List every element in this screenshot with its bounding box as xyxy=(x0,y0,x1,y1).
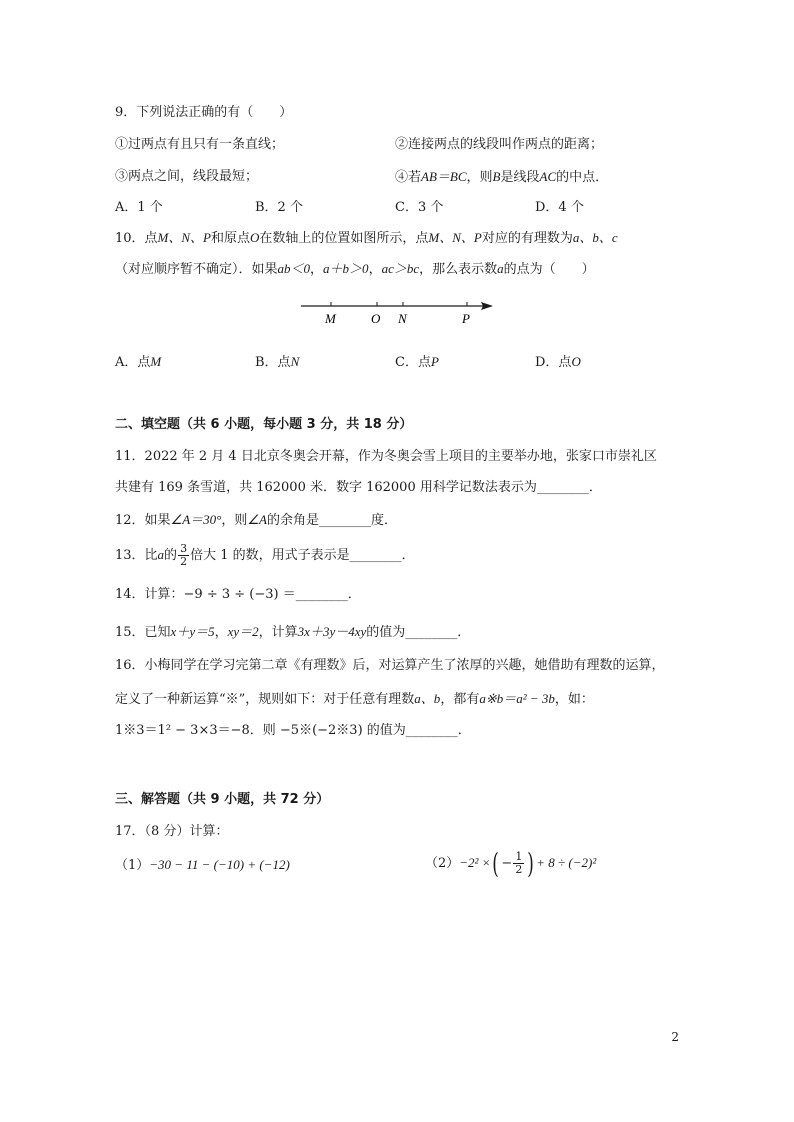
q16-line-2 xyxy=(115,690,594,709)
q10-opt-d-var: O xyxy=(571,354,581,369)
q10-opt-a-prefix: A．点 xyxy=(115,355,151,370)
q17-p2-a: −2² × xyxy=(459,855,491,870)
q17-p2-lparen: ( xyxy=(492,846,500,880)
q9-s4-end: 的中点． xyxy=(556,170,609,185)
q16-l2-b: ，都有 xyxy=(440,692,480,707)
section-3-title: 三、解答题（共 9 小题，共 72 分） xyxy=(115,792,330,807)
q17-p2-fraction xyxy=(513,851,524,876)
q10-l1-abc: a、b、c xyxy=(572,230,618,245)
q12-mid: ，则 xyxy=(221,513,248,528)
q10-line-2 xyxy=(115,260,595,279)
number-line-diagram xyxy=(295,296,505,328)
q10-l1-a: 10．点 xyxy=(115,231,158,246)
q10-opt-c-prefix: C．点 xyxy=(395,355,431,370)
q16-line-1: 16．小梅同学在学习完第二章《有理数》后，对运算产生了浓厚的兴趣，她借助有理数的运算， xyxy=(115,658,665,673)
q10-l2-var: a xyxy=(497,261,504,276)
q10-option-a xyxy=(115,353,161,372)
q12-angle: ∠A＝30° xyxy=(170,512,222,527)
q9-s4-pre: ④若 xyxy=(395,170,422,185)
q13 xyxy=(115,540,415,571)
q10-opt-a-var: M xyxy=(150,354,162,369)
q10-opt-b-var: N xyxy=(290,354,300,369)
q17-p1-expr: −30 − 11 − (−10) + (−12) xyxy=(149,857,290,872)
q10-l2-b: ，那么表示数 xyxy=(419,262,498,277)
q9-s4-mid2: 是线段 xyxy=(500,170,540,185)
q9-s4-b: B xyxy=(492,169,501,184)
q15-pre: 15．已知 xyxy=(115,625,171,640)
q9-statement-1: ①过两点有且只有一条直线； xyxy=(115,137,285,152)
q10-option-b xyxy=(255,353,299,372)
q13-frac-den: 2 xyxy=(180,555,188,568)
q9-s4-mid: ，则 xyxy=(466,170,493,185)
q13-frac-num: 3 xyxy=(180,542,188,555)
q17-p2-label: （2） xyxy=(425,856,460,871)
q17-part-1 xyxy=(115,856,290,875)
q10-l2-a: （对应顺序暂不确定）．如果 xyxy=(115,262,278,277)
q10-opt-d-prefix: D．点 xyxy=(535,355,572,370)
label-m: M xyxy=(325,311,336,326)
q17-part-2 xyxy=(425,846,596,881)
q17-p2-b: + 8 ÷ (−2)² xyxy=(536,855,597,870)
section-2-title: 二、填空题（共 6 小题，每小题 3 分，共 18 分） xyxy=(115,417,413,432)
q10-l2-c: 的点为（ ） xyxy=(503,262,595,277)
q12-pre: 12．如果 xyxy=(115,513,171,528)
q10-option-d xyxy=(535,353,581,372)
q10-cond-1: ab＜0 xyxy=(277,261,311,276)
q16-l2-def: a※b＝a² − 3b xyxy=(479,691,555,706)
q10-l1-d: 对应的有理数为 xyxy=(481,231,573,246)
q9-option-d: D．4 个 xyxy=(535,200,584,215)
page-number: 2 xyxy=(671,1030,679,1044)
q13-fraction xyxy=(178,543,189,568)
q10-l1-o: O xyxy=(250,230,260,245)
q15-mid: ，计算 xyxy=(258,625,298,640)
q10-l1-mnp2: M、N、P xyxy=(428,230,482,245)
q14: 14．计算：−9 ÷ 3 ÷ (−3) ＝________． xyxy=(115,587,361,602)
q10-cond-3: ac＞bc xyxy=(381,261,420,276)
label-n: N xyxy=(398,311,407,326)
q9-statement-3: ③两点之间，线段最短； xyxy=(115,169,259,184)
q15 xyxy=(115,623,470,642)
q10-opt-b-prefix: B．点 xyxy=(255,355,291,370)
q15-expr: 3x＋3y－4xy xyxy=(297,624,367,639)
q10-line-1 xyxy=(115,229,618,248)
q9-stem: 9．下列说法正确的有（ ） xyxy=(115,105,293,120)
q13-var: a xyxy=(157,547,165,562)
q15-eq2: xy＝2 xyxy=(227,624,259,639)
q9-statement-2: ②连接两点的线段叫作两点的距离； xyxy=(395,137,604,152)
q13-mid: 的 xyxy=(164,548,178,563)
q13-end: 倍大 1 的数，用式子表示是________． xyxy=(190,548,415,563)
q17-p2-rparen: ) xyxy=(527,846,535,880)
q10-l1-mnp: M、N、P xyxy=(157,230,211,245)
q10-l1-b: 和原点 xyxy=(211,231,251,246)
q10-sep-1: ， xyxy=(310,262,324,277)
q17-p1-label: （1） xyxy=(115,858,150,873)
q9-statement-4 xyxy=(395,168,608,187)
q17-p2-neg: − xyxy=(501,856,513,871)
label-o: O xyxy=(371,311,381,326)
q16-l2-c: ，如： xyxy=(554,692,594,707)
q16-line-3: 1※3＝1² − 3×3＝−8．则 −5※(−2※3) 的值为________． xyxy=(115,723,471,738)
q9-s4-ac: AC xyxy=(539,169,557,184)
q10-opt-c-var: P xyxy=(430,354,439,369)
q9-option-c: C．3 个 xyxy=(395,200,444,215)
q15-sep: ， xyxy=(214,625,228,640)
q13-pre: 13．比 xyxy=(115,548,158,563)
q10-l1-c: 在数轴上的位置如图所示，点 xyxy=(259,231,429,246)
q12-end: 的余角是________度． xyxy=(266,513,397,528)
q17-p2-frac-num: 1 xyxy=(515,850,523,863)
q12-angle2: ∠A xyxy=(247,512,267,527)
q11-line-1: 11．2022 年 2 月 4 日北京冬奥会开幕，作为冬奥会雪上项目的主要举办地，张家口市崇礼区 xyxy=(115,449,657,464)
q15-eq1: x＋y＝5 xyxy=(170,624,215,639)
q15-end: 的值为________． xyxy=(366,625,471,640)
q9-option-a: A．1 个 xyxy=(115,200,163,215)
q17-stem: 17．（8 分）计算： xyxy=(115,824,229,839)
q12 xyxy=(115,511,397,530)
q16-l2-ab: a、b xyxy=(414,691,441,706)
q9-option-b: B．2 个 xyxy=(255,200,303,215)
q10-sep-2: ， xyxy=(368,262,382,277)
q10-option-c xyxy=(395,353,439,372)
q17-p2-frac-den: 2 xyxy=(515,863,523,876)
q16-l2-a: 定义了一种新运算“※”，规则如下：对于任意有理数 xyxy=(115,692,415,707)
q11-line-2: 共建有 169 条雪道，共 162000 米．数字 162000 用科学记数法表示为________． xyxy=(115,480,602,495)
q10-cond-2: a＋b＞0 xyxy=(323,261,369,276)
q9-s4-eq: AB＝BC xyxy=(421,169,467,184)
label-p: P xyxy=(462,311,470,326)
